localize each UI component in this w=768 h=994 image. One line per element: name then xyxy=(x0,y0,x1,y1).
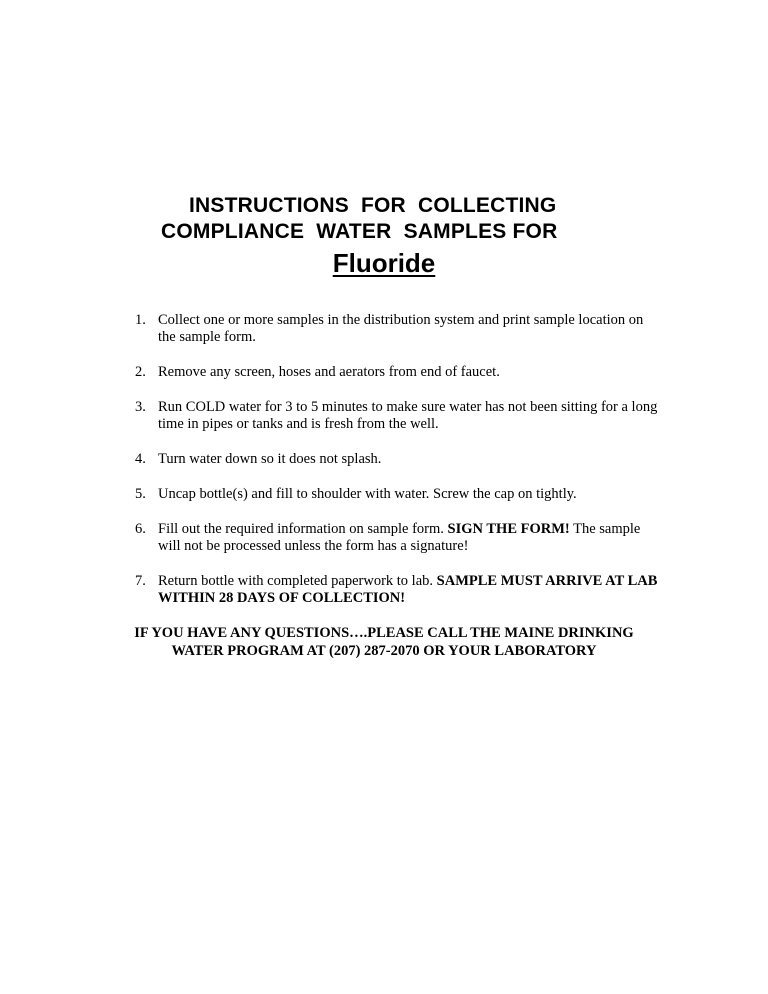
step-number: 6. xyxy=(135,521,146,537)
step-emphasis: SAMPLE MUST ARRIVE AT LAB WITHIN 28 DAYS OF COLLECTION! xyxy=(158,573,658,606)
title-line-2: COMPLIANCE WATER SAMPLES FOR xyxy=(161,220,558,243)
contact-note-line-1: IF YOU HAVE ANY QUESTIONS….PLEASE CALL THE MAINE DRINKING xyxy=(134,625,634,641)
step-text-detail: The sample will not be processed unless the form has a signature! xyxy=(158,521,641,554)
step-number: 1. xyxy=(135,312,146,328)
instruction-step-4 xyxy=(0,451,768,468)
step-number: 3. xyxy=(135,399,146,415)
step-emphasis: SIGN THE FORM! xyxy=(447,521,570,537)
step-text: Run COLD water for 3 to 5 minutes to make sure water has not been sitting for a long time in pipes or tanks and is fresh from the well. xyxy=(158,399,658,432)
step-number: 5. xyxy=(135,486,146,502)
instruction-list xyxy=(0,312,768,625)
instruction-step-3 xyxy=(0,399,768,433)
instruction-step-1 xyxy=(0,312,768,346)
step-text-intro: Fill out the required information on sample form. xyxy=(158,521,448,537)
subject-heading: Fluoride xyxy=(332,248,436,278)
instruction-step-6 xyxy=(0,521,768,555)
step-text-intro: Return bottle with completed paperwork to lab. xyxy=(158,573,437,589)
step-number: 4. xyxy=(135,451,146,467)
step-number: 7. xyxy=(135,573,146,589)
contact-note-line-2: WATER PROGRAM AT (207) 287-2070 OR YOUR LABORATORY xyxy=(171,643,597,659)
step-text: Uncap bottle(s) and fill to shoulder with water. Screw the cap on tightly. xyxy=(158,486,577,502)
step-text xyxy=(158,521,658,555)
step-text xyxy=(158,573,658,607)
instruction-step-5 xyxy=(0,486,768,503)
title-line-1: INSTRUCTIONS FOR COLLECTING xyxy=(189,194,557,217)
step-text: Collect one or more samples in the distribution system and print sample location on the sample form. xyxy=(158,312,644,345)
step-number: 2. xyxy=(135,364,146,380)
step-text: Turn water down so it does not splash. xyxy=(158,451,382,467)
instruction-step-7 xyxy=(0,573,768,607)
contact-note xyxy=(0,624,768,660)
instruction-step-2 xyxy=(0,364,768,381)
step-text: Remove any screen, hoses and aerators from end of faucet. xyxy=(158,364,500,380)
